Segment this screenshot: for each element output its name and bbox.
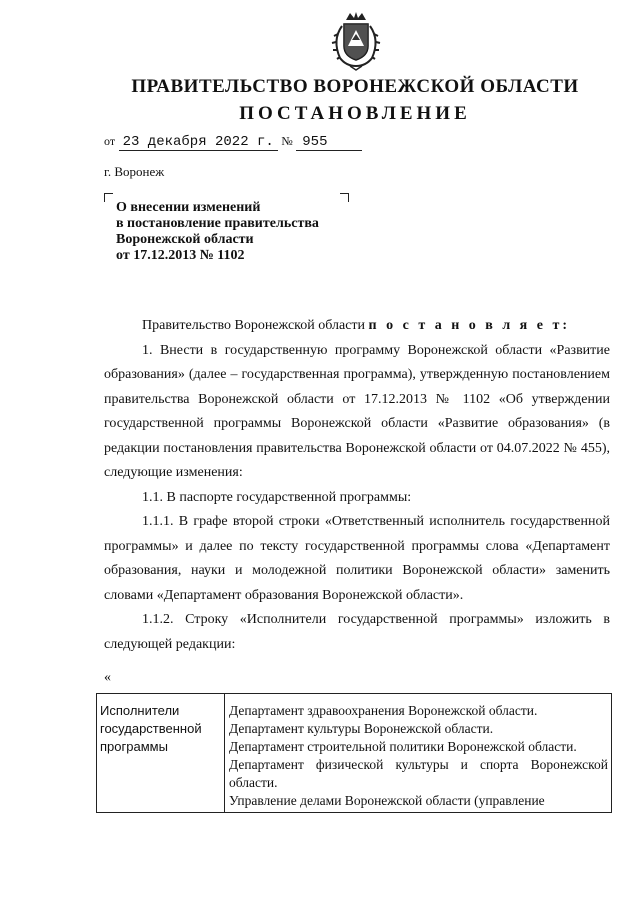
opening-quote: « (104, 670, 111, 685)
paragraph-1: 1. Внести в государственную программу Воронежской области «Развитие образования» (далее – государственная программа), утвержденную постановлением правительства Воронежской области от 17.12.2013 № 1102 «Об утверждении государственной программы Воронежской области «Развитие образования» (в редакции постановления правительства Воронежской области от 04.07.2022 № 455), следующие изменения: (104, 342, 610, 480)
subject-line: О внесении изменений (116, 200, 261, 215)
list-item: Управление делами Воронежской области (управление (229, 793, 545, 808)
intro-verb: п о с т а н о в л я е т: (368, 318, 571, 333)
intro-prefix: Правительство Воронежской области (142, 318, 369, 333)
paragraph-1-1-2: 1.1.2. Строку «Исполнители государственной программы» изложить в следующей редакции: (104, 612, 610, 652)
city: г. Воронеж (104, 164, 165, 179)
number-label: № (281, 134, 293, 148)
coat-of-arms-icon (328, 10, 384, 72)
government-title: ПРАВИТЕЛЬСТВО ВОРОНЕЖСКОЙ ОБЛАСТИ (131, 76, 579, 97)
paragraph-1-1-1: 1.1.1. В графе второй строки «Ответственный исполнитель государственной программы» и далее по тексту государственной программы слова «Департамент образования, науки и молодежной политики Воронежской области» заменить словами «Департамент образования Воронежской области». (104, 514, 610, 603)
subject-line: Воронежской области (116, 232, 254, 247)
table-row (97, 694, 612, 813)
document-number: 955 (296, 134, 361, 151)
executors-label-cell: Исполнители государственной программы (97, 694, 225, 813)
list-item: Департамент здравоохранения Воронежской области. (229, 703, 538, 718)
subject-line: от 17.12.2013 № 1102 (116, 248, 245, 263)
corner-bracket-left (104, 193, 113, 202)
executors-list-cell (225, 694, 612, 813)
list-item: Департамент строительной политики Воронежской области. (229, 739, 577, 754)
document-date: 23 декабря 2022 г. (119, 134, 278, 151)
list-item: Департамент физической культуры и спорта Воронежской области. (229, 757, 608, 790)
from-label: от (104, 134, 116, 148)
subject-heading (116, 200, 356, 264)
list-item: Департамент культуры Воронежской области. (229, 721, 494, 736)
document-type: ПОСТАНОВЛЕНИЕ (239, 103, 471, 124)
date-number-line (104, 134, 362, 150)
paragraph-1-1: 1.1. В паспорте государственной программы: (142, 489, 412, 505)
subject-line: в постановление правительства (116, 216, 319, 231)
document-body (104, 314, 610, 657)
executors-table (96, 693, 612, 813)
intro-paragraph (104, 314, 610, 339)
